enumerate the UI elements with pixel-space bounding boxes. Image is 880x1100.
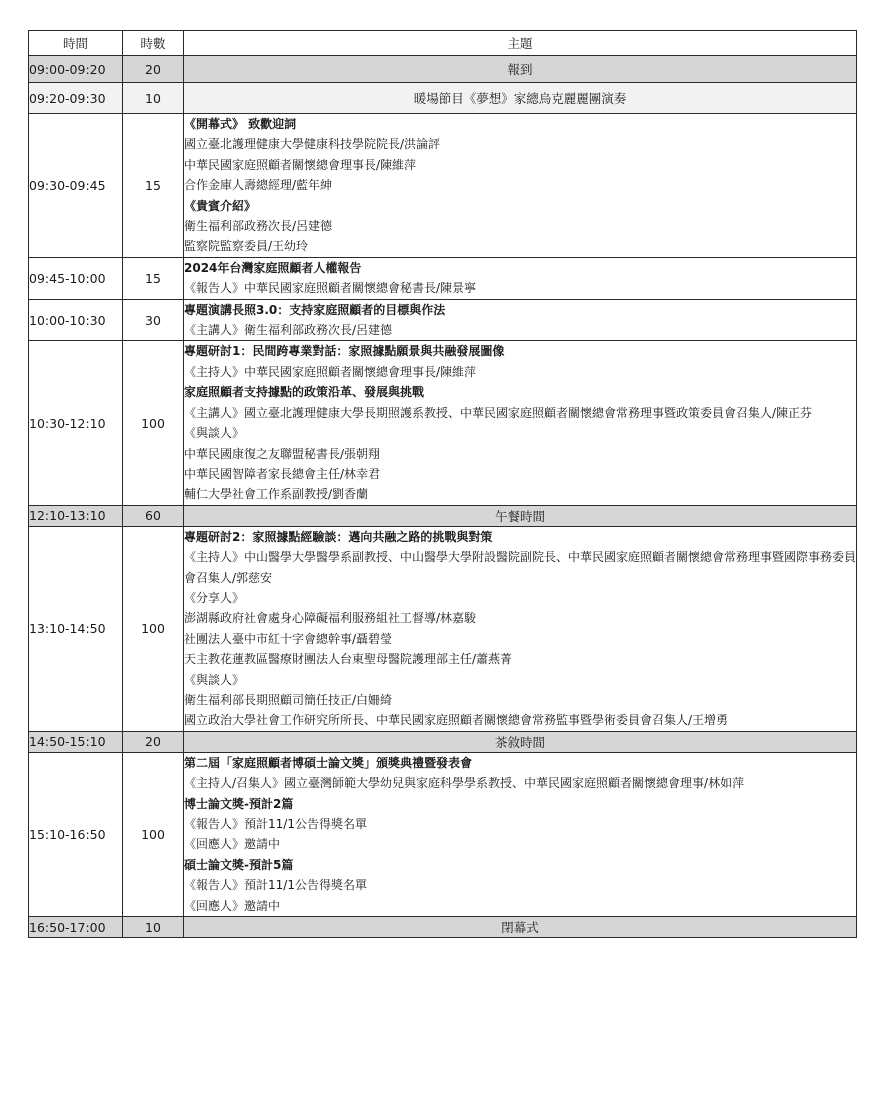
topic-cell: [184, 341, 857, 505]
session-line: 中華民國家庭照顧者關懷總會理事長/陳維萍: [184, 157, 417, 172]
session-line: 《與談人》: [184, 426, 245, 441]
session-heading: 博士論文獎-預計2篇: [184, 796, 294, 811]
time-cell: 14:50-15:10: [29, 731, 123, 752]
session-line: 中華民國智障者家長總會主任/林幸君: [184, 466, 381, 481]
session-line: 《主持人》中山醫學大學醫學系副教授、中山醫學大學附設醫院副院長、中華民國家庭照顧者關懷總會常務理事暨國際事務委員會召集人/郭慈安: [184, 550, 857, 585]
session-heading: 專題演講長照3.0：支持家庭照顧者的目標與作法: [184, 302, 446, 317]
session-line: 澎湖縣政府社會處身心障礙福利服務組社工督導/林嘉駿: [184, 611, 477, 626]
time-cell: 09:30-09:45: [29, 114, 123, 258]
session-line: 《與談人》: [184, 672, 245, 687]
session-line: 衛生福利部政務次長/呂建德: [184, 219, 333, 234]
session-line: 《主講人》衛生福利部政務次長/呂建德: [184, 323, 393, 338]
session-line: 《主講人》國立臺北護理健康大學長期照護系教授、中華民國家庭照顧者關懷總會常務理事暨政策委員會召集人/陳正芬: [184, 405, 813, 420]
session-line: 天主教花蓮教區醫療財團法人台東聖母醫院護理部主任/蕭燕菁: [184, 652, 513, 667]
agenda-table: [28, 30, 857, 938]
table-row: [29, 114, 857, 258]
session-line: 《主持人》中華民國家庭照顧者關懷總會理事長/陳維萍: [184, 364, 477, 379]
session-line: 監察院監察委員/王幼玲: [184, 239, 309, 254]
session-heading: 2024年台灣家庭照顧者人權報告: [184, 260, 362, 275]
session-heading: 家庭照顧者支持據點的政策沿革、發展與挑戰: [184, 385, 425, 400]
header-row: [29, 31, 857, 56]
table-row: [29, 731, 857, 752]
session-line: 《回應人》邀請中: [184, 898, 281, 913]
hours-cell: 100: [123, 341, 184, 505]
table-row: [29, 83, 857, 114]
hours-cell: 10: [123, 917, 184, 938]
topic-cell: [184, 114, 857, 258]
session-line: 《分享人》: [184, 590, 245, 605]
hours-cell: 15: [123, 114, 184, 258]
hours-cell: 60: [123, 505, 184, 526]
session-line: 《報告人》預計11/1公告得獎名單: [184, 817, 367, 831]
session-heading: 專題研討2：家照據點經驗談：邁向共融之路的挑戰與對策: [184, 529, 493, 544]
topic-cell: 茶敘時間: [184, 731, 857, 752]
table-row: [29, 257, 857, 299]
hours-cell: 30: [123, 299, 184, 341]
hours-cell: 20: [123, 731, 184, 752]
topic-cell: [184, 752, 857, 916]
header-time: 時間: [29, 31, 123, 56]
topic-cell: 報到: [184, 56, 857, 83]
session-line: 中華民國康復之友聯盟秘書長/張朝翔: [184, 446, 381, 461]
session-line: 合作金庫人壽總經理/藍年紳: [184, 178, 333, 193]
time-cell: 10:00-10:30: [29, 299, 123, 341]
header-topic: 主題: [184, 31, 857, 56]
session-heading: 第二屆「家庭照顧者博碩士論文獎」頒獎典禮暨發表會: [184, 755, 473, 770]
time-cell: 10:30-12:10: [29, 341, 123, 505]
session-heading: 《開幕式》 致歡迎詞: [184, 117, 297, 131]
session-line: 《主持人/召集人》國立臺灣師範大學幼兒與家庭科學學系教授、中華民國家庭照顧者關懷總會理事/林如萍: [184, 776, 745, 791]
time-cell: 13:10-14:50: [29, 526, 123, 731]
topic-cell: [184, 299, 857, 341]
table-row: [29, 56, 857, 83]
session-line: 輔仁大學社會工作系副教授/劉香蘭: [184, 487, 369, 502]
session-heading: 專題研討1：民間跨專業對話：家照據點願景與共融發展圖像: [184, 344, 505, 359]
time-cell: 12:10-13:10: [29, 505, 123, 526]
hours-cell: 20: [123, 56, 184, 83]
session-heading: 碩士論文獎-預計5篇: [184, 857, 294, 872]
session-heading: 《貴賓介紹》: [184, 198, 257, 213]
session-line: 《報告人》中華民國家庭照顧者關懷總會秘書長/陳景寧: [184, 281, 477, 296]
session-line: 國立臺北護理健康大學健康科技學院院長/洪論評: [184, 137, 441, 152]
hours-cell: 10: [123, 83, 184, 114]
time-cell: 09:00-09:20: [29, 56, 123, 83]
time-cell: 15:10-16:50: [29, 752, 123, 916]
time-cell: 16:50-17:00: [29, 917, 123, 938]
time-cell: 09:45-10:00: [29, 257, 123, 299]
topic-cell: 午餐時間: [184, 505, 857, 526]
topic-cell: [184, 526, 857, 731]
session-line: 《報告人》預計11/1公告得獎名單: [184, 878, 367, 893]
hours-cell: 100: [123, 752, 184, 916]
table-row: [29, 341, 857, 505]
table-row: [29, 752, 857, 916]
session-line: 社團法人臺中市紅十字會總幹事/聶碧瑩: [184, 631, 393, 646]
table-row: [29, 526, 857, 731]
topic-cell: [184, 257, 857, 299]
table-row: [29, 299, 857, 341]
session-line: 衛生福利部長期照顧司簡任技正/白姍綺: [184, 692, 393, 707]
table-row: [29, 505, 857, 526]
table-row: [29, 917, 857, 938]
hours-cell: 100: [123, 526, 184, 731]
topic-cell: 暖場節目《夢想》家總烏克麗麗團演奏: [184, 83, 857, 114]
time-cell: 09:20-09:30: [29, 83, 123, 114]
header-hours: 時數: [123, 31, 184, 56]
session-line: 《回應人》邀請中: [184, 837, 281, 852]
hours-cell: 15: [123, 257, 184, 299]
session-line: 國立政治大學社會工作研究所所長、中華民國家庭照顧者關懷總會常務監事暨學術委員會召集人/王增勇: [184, 713, 729, 728]
topic-cell: 閉幕式: [184, 917, 857, 938]
